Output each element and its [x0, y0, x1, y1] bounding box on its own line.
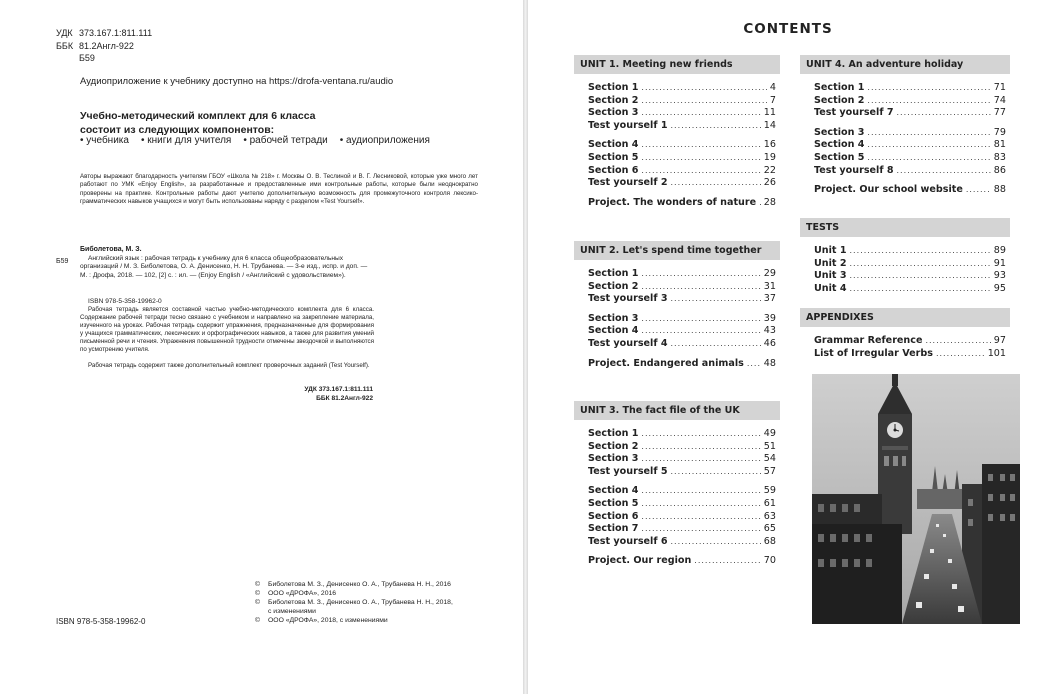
- toc-entry[interactable]: [588, 498, 776, 511]
- acknowledgements: Авторы выражают благодарность учителям ГБОУ «Школа № 218» г. Москвы О. В. Теслиной и В. Г. Лесниковой, которые уже много лет работают по УМК «Enjoy English», за разработанные и предоставленные ими контрольные работы, которые были неоднократно проверены на практике. Контрольные работы дают учителю дополнительную возможность для промежуточного контроля лексико-грамматических навыков учащихся и могут быть использованы наряду с разделом «Test Yourself».: [80, 173, 478, 205]
- copyright-line: с изменениями: [268, 608, 316, 615]
- kit-item: • книги для учителя: [141, 135, 231, 146]
- toc-entry[interactable]: [588, 95, 776, 108]
- udk-value: 373.167.1:811.111: [79, 28, 153, 38]
- toc-entry-label: Test yourself 2: [588, 177, 668, 189]
- kit-item: • учебника: [80, 135, 129, 146]
- toc-entry-page: 26: [763, 177, 776, 189]
- toc-entry-label: Test yourself 4: [588, 337, 668, 349]
- toc-leader-dots: [641, 428, 760, 441]
- author-name: Биболетова, М. З.: [80, 246, 142, 253]
- toc-entry-page: 4: [769, 82, 776, 93]
- toc-leader-dots: [867, 139, 990, 152]
- toc-entry-page: 29: [763, 268, 776, 279]
- unit-header: APPENDIXES: [800, 308, 1010, 327]
- toc-entry-label: Section 2: [588, 440, 639, 452]
- isbn-bottom: ISBN 978-5-358-19962-0: [56, 617, 146, 626]
- toc-entry-page: 57: [763, 465, 776, 477]
- toc-leader-dots: [850, 283, 991, 296]
- toc-entry[interactable]: [588, 466, 776, 479]
- toc-leader-dots: [641, 268, 760, 281]
- toc-entry-label: Test yourself 7: [814, 107, 894, 119]
- author-code: Б59: [79, 53, 95, 63]
- toc-entry-page: 16: [763, 139, 776, 151]
- copyright-symbol: ©: [255, 590, 261, 597]
- toc-leader-dots: [867, 127, 990, 140]
- toc-entry-page: 101: [987, 347, 1006, 359]
- bottom-codes: [256, 386, 373, 403]
- toc-entry-label: Project. Endangered animals: [588, 357, 744, 369]
- appendixes-block: [800, 308, 1010, 360]
- toc-entry-page: 54: [763, 453, 776, 465]
- toc-leader-dots: [641, 95, 766, 108]
- toc-entry-page: 71: [993, 82, 1006, 93]
- toc-entry[interactable]: [814, 139, 1006, 152]
- toc-entry[interactable]: [588, 338, 776, 351]
- toc-entry-page: 93: [993, 270, 1006, 282]
- toc-entry-page: 49: [763, 428, 776, 439]
- toc-entry-page: 89: [993, 245, 1006, 256]
- toc-entry-page: 61: [763, 497, 776, 509]
- kit-title-line1: Учебно-методический комплект для 6 класса: [80, 110, 316, 122]
- toc-entry[interactable]: [588, 268, 776, 281]
- toc-leader-dots: [850, 258, 991, 271]
- toc-entry[interactable]: [588, 555, 776, 568]
- toc-entries: [800, 327, 1010, 360]
- toc-entry[interactable]: [814, 184, 1006, 197]
- toc-leader-dots: [641, 313, 760, 326]
- copyright-line: ООО «ДРОФА», 2018, с изменениями: [268, 617, 388, 624]
- toc-entry[interactable]: [588, 536, 776, 549]
- toc-entry-label: Section 1: [588, 428, 639, 439]
- toc-entry-label: Section 3: [588, 312, 639, 324]
- unit-4-block: [800, 55, 1010, 197]
- toc-entry-label: Grammar Reference: [814, 335, 923, 346]
- toc-entry-page: 97: [993, 335, 1006, 346]
- toc-entry-page: 81: [993, 139, 1006, 151]
- copyright-symbol: ©: [255, 599, 261, 606]
- toc-entry-label: Project. Our region: [588, 555, 692, 567]
- toc-leader-dots: [694, 555, 761, 568]
- toc-entry[interactable]: [588, 197, 776, 210]
- toc-entry[interactable]: [588, 441, 776, 454]
- kit-item: • рабочей тетради: [243, 135, 327, 146]
- toc-leader-dots: [671, 177, 761, 190]
- toc-entry-label: Section 2: [588, 280, 639, 292]
- toc-leader-dots: [850, 245, 991, 258]
- kit-item: • аудиоприложения: [340, 135, 430, 146]
- toc-entry[interactable]: [814, 283, 1006, 296]
- toc-entry[interactable]: [588, 139, 776, 152]
- toc-leader-dots: [671, 120, 761, 133]
- toc-entry[interactable]: [588, 428, 776, 441]
- toc-leader-dots: [747, 358, 761, 371]
- annotation: Рабочая тетрадь является составной частью учебно-методического комплекта для 6 класса. Содержание рабочей тетради тесно связано с учебником и направлено на закрепление материала, изученного на уроках. Рабочая тетрадь содержит упражнения, предназначенные для формирования у учащихся грамматических, лексических и орфографических навыков, а также для развития умений письменной речи и чтения. Упражнения повышенной трудности отмечены звездочкой и выполняются по усмотрению учителя.: [80, 306, 374, 354]
- toc-leader-dots: [641, 485, 760, 498]
- toc-entry[interactable]: [588, 293, 776, 306]
- toc-entry[interactable]: [588, 523, 776, 536]
- toc-entry-page: 65: [763, 523, 776, 535]
- toc-entry-page: 14: [763, 119, 776, 131]
- toc-entry-page: 59: [763, 485, 776, 497]
- udk-bottom: УДК 373.167.1:811.111: [304, 386, 373, 393]
- toc-entry[interactable]: [588, 120, 776, 133]
- toc-entry[interactable]: [588, 485, 776, 498]
- toc-entries: [800, 237, 1010, 295]
- toc-entry-label: Section 1: [814, 82, 865, 93]
- toc-entry-page: 31: [763, 280, 776, 292]
- toc-entry[interactable]: [814, 348, 1006, 361]
- toc-entry-label: List of Irregular Verbs: [814, 347, 933, 359]
- toc-leader-dots: [641, 453, 760, 466]
- toc-entry-page: 91: [993, 257, 1006, 269]
- toc-entries: [800, 74, 1010, 197]
- bbk-label: ББК: [56, 40, 74, 51]
- toc-leader-dots: [641, 152, 760, 165]
- toc-leader-dots: [850, 270, 991, 283]
- toc-entry[interactable]: [814, 335, 1006, 348]
- toc-leader-dots: [641, 82, 766, 95]
- toc-entry[interactable]: [814, 82, 1006, 95]
- copyright-line: Биболетова М. З., Денисенко О. А., Трубанева Н. Н., 2018,: [268, 599, 453, 606]
- toc-entry-page: 48: [763, 357, 776, 369]
- toc-entry-page: 22: [763, 164, 776, 176]
- toc-entry-page: 79: [993, 126, 1006, 138]
- biblio-isbn: ISBN 978-5-358-19962-0: [88, 298, 162, 305]
- toc-entry[interactable]: [588, 107, 776, 120]
- toc-entry-label: Test yourself 3: [588, 293, 668, 305]
- toc-entry-label: Section 1: [588, 268, 639, 279]
- toc-entry[interactable]: [814, 245, 1006, 258]
- toc-leader-dots: [641, 498, 760, 511]
- biblio-description: Английский язык : рабочая тетрадь к учебнику для 6 класса общеобразовательных организаций / М. З. Биболетова, О. А. Денисенко, Н. Н. Трубанева. — 3-е изд., испр. и доп. — М. : Дрофа, 2018. — 102, [2] с. : ил. — (Enjoy English / «Английский с удовольствием»).: [80, 255, 368, 279]
- kit-items-list: [80, 135, 430, 146]
- toc-leader-dots: [671, 293, 761, 306]
- toc-entry-label: Project. Our school website: [814, 184, 963, 196]
- toc-entry-page: 77: [993, 107, 1006, 119]
- toc-leader-dots: [641, 165, 760, 178]
- toc-leader-dots: [671, 466, 761, 479]
- toc-leader-dots: [641, 441, 760, 454]
- toc-leader-dots: [936, 348, 985, 361]
- toc-entry[interactable]: [588, 453, 776, 466]
- toc-leader-dots: [867, 152, 990, 165]
- toc-entries: [574, 420, 780, 568]
- toc-entry[interactable]: [814, 270, 1006, 283]
- toc-entry-label: Section 5: [588, 497, 639, 509]
- kit-title-line2: состоит из следующих компонентов:: [80, 124, 275, 136]
- toc-entry[interactable]: [588, 152, 776, 165]
- toc-entry-label: Section 5: [814, 151, 865, 163]
- left-page: [0, 0, 523, 694]
- toc-entry[interactable]: [588, 358, 776, 371]
- toc-entry[interactable]: [814, 258, 1006, 271]
- toc-entry-page: 68: [763, 535, 776, 547]
- toc-leader-dots: [925, 335, 990, 348]
- toc-leader-dots: [897, 165, 991, 178]
- toc-leader-dots: [641, 281, 760, 294]
- kit-title: [80, 109, 316, 137]
- toc-leader-dots: [641, 139, 760, 152]
- biblio-code: Б59: [56, 258, 69, 265]
- toc-entry-label: Unit 4: [814, 282, 847, 294]
- unit-header: TESTS: [800, 218, 1010, 237]
- unit-header: UNIT 4. An adventure holiday: [800, 55, 1010, 74]
- toc-entry-page: 46: [763, 337, 776, 349]
- toc-entry-page: 39: [763, 312, 776, 324]
- udk-label: УДК: [56, 28, 73, 38]
- toc-leader-dots: [759, 197, 761, 210]
- toc-leader-dots: [641, 523, 760, 536]
- toc-entry-label: Section 6: [588, 510, 639, 522]
- toc-entry[interactable]: [588, 281, 776, 294]
- toc-entry-label: Section 4: [588, 325, 639, 337]
- unit-2-block: [574, 241, 780, 370]
- toc-entry[interactable]: [588, 177, 776, 190]
- toc-entry[interactable]: [814, 95, 1006, 108]
- copyright-symbol: ©: [255, 617, 261, 624]
- toc-leader-dots: [671, 536, 761, 549]
- toc-entry-page: 63: [763, 510, 776, 522]
- toc-entries: [574, 260, 780, 370]
- toc-entry-label: Test yourself 8: [814, 164, 894, 176]
- toc-entry-page: 11: [763, 107, 776, 119]
- toc-entry-label: Section 4: [814, 139, 865, 151]
- toc-entry-page: 83: [993, 151, 1006, 163]
- toc-entry-label: Section 6: [588, 164, 639, 176]
- toc-entry-label: Section 2: [588, 94, 639, 106]
- toc-entry[interactable]: [814, 107, 1006, 120]
- toc-leader-dots: [867, 82, 990, 95]
- toc-entry[interactable]: [814, 165, 1006, 178]
- toc-entry-label: Test yourself 1: [588, 119, 668, 131]
- copyright-block: [255, 580, 453, 625]
- contents-title: CONTENTS: [743, 21, 833, 37]
- unit-header: UNIT 2. Let's spend time together: [574, 241, 780, 260]
- toc-entry-label: Section 3: [814, 126, 865, 138]
- classification-codes: [56, 27, 152, 65]
- audio-note: Аудиоприложение к учебнику доступно на https://drofa-ventana.ru/audio: [80, 76, 394, 87]
- toc-leader-dots: [641, 107, 760, 120]
- toc-leader-dots: [897, 107, 991, 120]
- toc-entry-page: 95: [993, 282, 1006, 294]
- copyright-line: ООО «ДРОФА», 2016: [268, 590, 337, 597]
- toc-leader-dots: [641, 325, 760, 338]
- toc-entry-page: 43: [763, 325, 776, 337]
- toc-entry-label: Section 4: [588, 139, 639, 151]
- unit-header: UNIT 1. Meeting new friends: [574, 55, 780, 74]
- toc-leader-dots: [671, 338, 761, 351]
- toc-entry-label: Section 3: [588, 107, 639, 119]
- toc-entry[interactable]: [588, 165, 776, 178]
- toc-leader-dots: [966, 184, 991, 197]
- copyright-line: Биболетова М. З., Денисенко О. А., Трубанева Н. Н., 2016: [268, 581, 451, 588]
- toc-leader-dots: [867, 95, 990, 108]
- bbk-value: 81.2Англ-922: [79, 40, 134, 51]
- right-page: [528, 0, 1048, 694]
- toc-entry-label: Section 1: [588, 82, 639, 93]
- toc-entry-label: Section 3: [588, 453, 639, 465]
- toc-entry-label: Section 2: [814, 94, 865, 106]
- toc-entry-page: 51: [763, 440, 776, 452]
- toc-entry-label: Test yourself 6: [588, 535, 668, 547]
- toc-entries: [574, 74, 780, 209]
- annotation-extra: Рабочая тетрадь содержит также дополнительный комплект проверочных заданий (Test Yourself).: [88, 362, 370, 369]
- toc-entry[interactable]: [588, 511, 776, 524]
- toc-entry-label: Test yourself 5: [588, 465, 668, 477]
- unit-header: UNIT 3. The fact file of the UK: [574, 401, 780, 420]
- toc-entry-page: 74: [993, 94, 1006, 106]
- toc-entry-page: 7: [769, 94, 776, 106]
- toc-leader-dots: [641, 511, 760, 524]
- copyright-symbol: ©: [255, 581, 261, 588]
- toc-entry-page: 70: [763, 555, 776, 567]
- toc-entry-label: Section 7: [588, 523, 639, 535]
- toc-entry-label: Unit 1: [814, 245, 847, 256]
- toc-entry-label: Unit 3: [814, 270, 847, 282]
- toc-entry-page: 88: [993, 184, 1006, 196]
- toc-entry-label: Unit 2: [814, 257, 847, 269]
- toc-entry-page: 28: [763, 196, 776, 208]
- toc-entry-label: Section 4: [588, 485, 639, 497]
- tests-block: [800, 218, 1010, 295]
- toc-entry[interactable]: [588, 313, 776, 326]
- toc-entry[interactable]: [588, 325, 776, 338]
- unit-1-block: [574, 55, 780, 209]
- toc-entry-label: Project. The wonders of nature: [588, 196, 757, 208]
- toc-entry-label: Section 5: [588, 151, 639, 163]
- toc-entry[interactable]: [814, 127, 1006, 140]
- toc-entry-page: 37: [763, 293, 776, 305]
- edinburgh-street-photo: [812, 374, 1020, 624]
- bbk-bottom: ББК 81.2Англ-922: [316, 394, 373, 402]
- toc-entry-page: 86: [993, 164, 1006, 176]
- unit-3-block: [574, 401, 780, 568]
- toc-entry[interactable]: [814, 152, 1006, 165]
- toc-entry-page: 19: [763, 151, 776, 163]
- toc-entry[interactable]: [588, 82, 776, 95]
